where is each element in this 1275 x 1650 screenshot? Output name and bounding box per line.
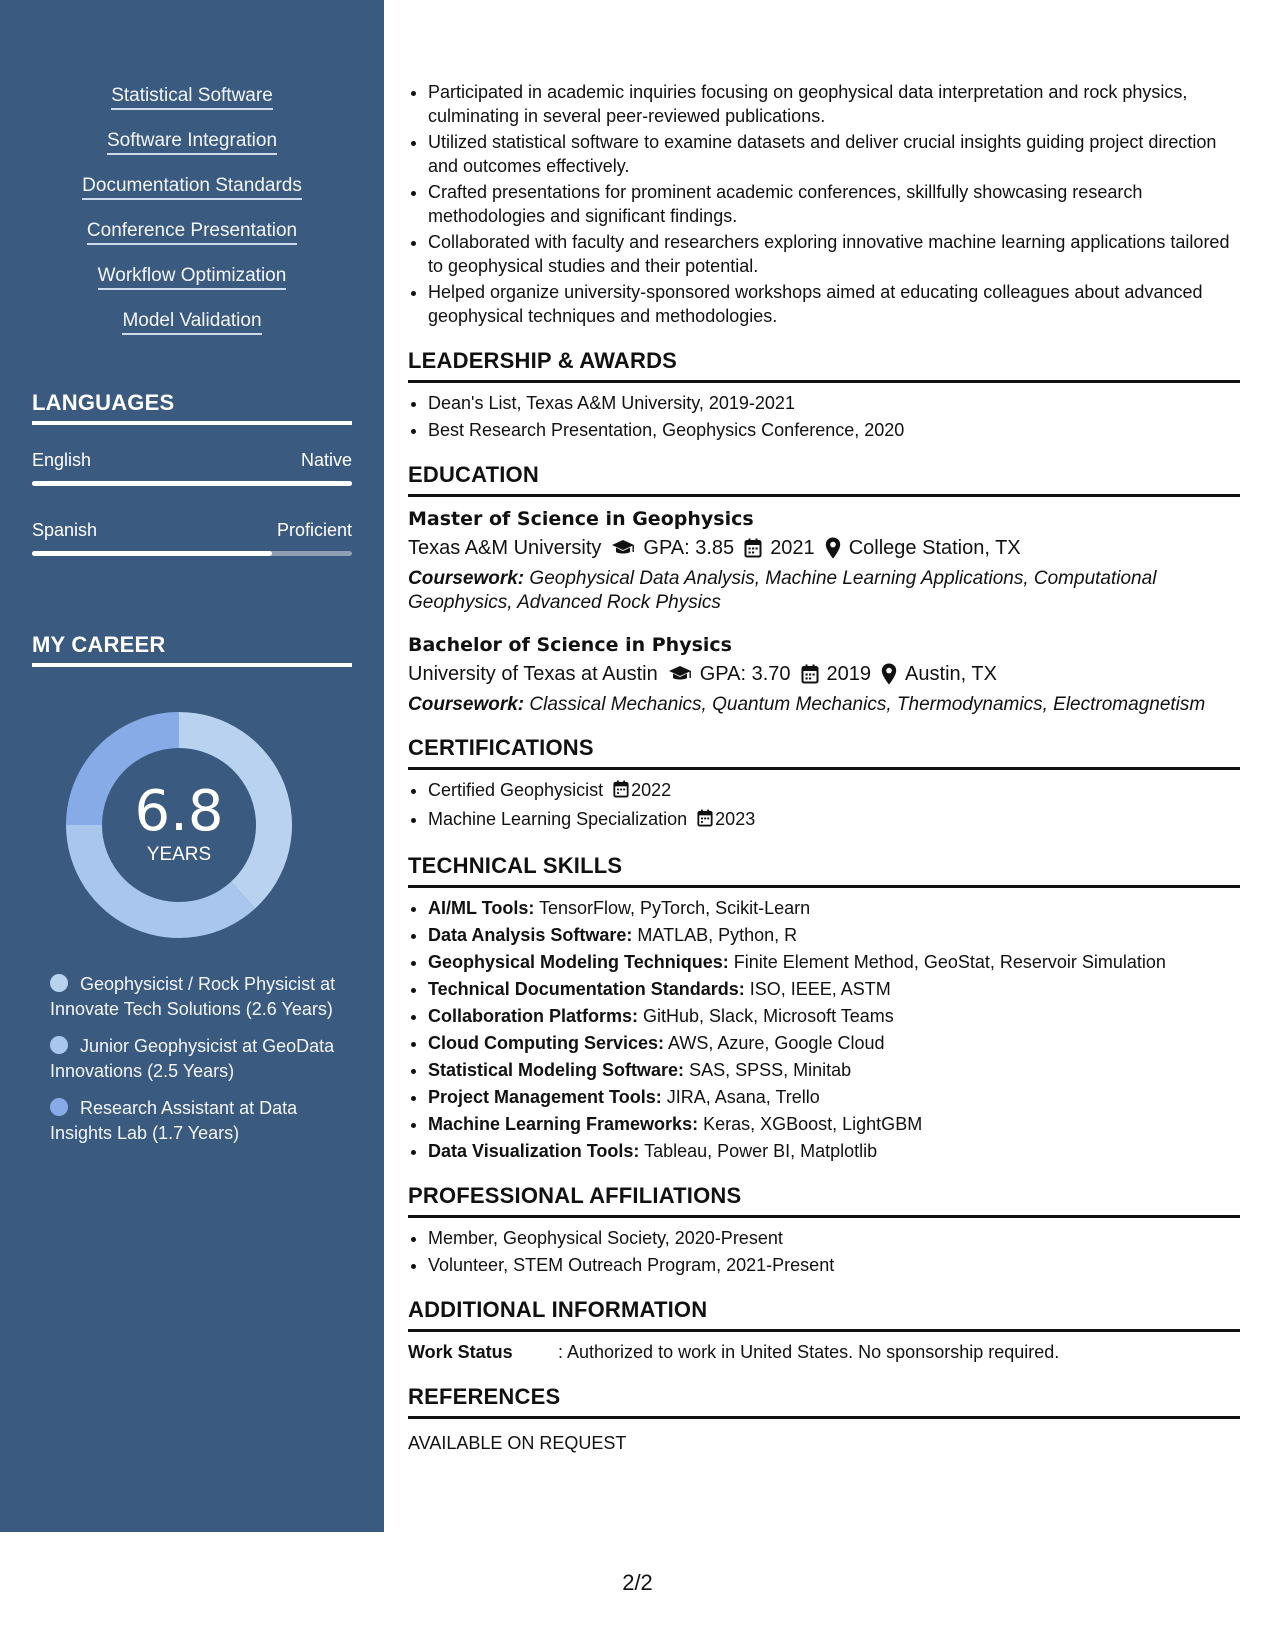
- graduation-year: 2019: [826, 663, 872, 685]
- list-item: [428, 1058, 1240, 1082]
- page-number: 2/2: [622, 1570, 653, 1595]
- gpa: GPA: 3.85: [643, 537, 735, 559]
- school-line: [408, 659, 1240, 689]
- list-item: [428, 778, 1240, 804]
- gpa: GPA: 3.70: [699, 663, 791, 685]
- coursework: [408, 567, 1240, 615]
- map-marker-icon: [825, 537, 841, 559]
- skill-label: Data Analysis Software:: [428, 925, 633, 945]
- language-bar-fill: [32, 481, 352, 486]
- skill-value: GitHub, Slack, Microsoft Teams: [643, 1006, 894, 1026]
- school-name: Texas A&M University: [408, 537, 602, 559]
- list-item: • Helped organize university-sponsored workshops aimed at educating colleagues about advanced geophysical techniques and methodologies.: [428, 280, 1240, 328]
- coursework: [408, 693, 1240, 717]
- list-item: [428, 977, 1240, 1001]
- career-item-text: Geophysicist / Rock Physicist at Innovate Tech Solutions (2.6 Years): [50, 974, 336, 1019]
- language-bar-english: [32, 481, 352, 486]
- coursework-text: Classical Mechanics, Quantum Mechanics, Thermodynamics, Electromagnetism: [529, 694, 1206, 715]
- list-item: • Utilized statistical software to examine datasets and deliver crucial insights guiding project direction and outcomes effectively.: [428, 130, 1240, 178]
- language-row-english: [32, 450, 352, 471]
- list-item: • Member, Geophysical Society, 2020-Present: [428, 1226, 1240, 1250]
- experience-bullets: [408, 80, 1240, 328]
- graduation-cap-icon: [668, 665, 692, 683]
- school-location: Austin, TX: [905, 663, 997, 685]
- degree-title: Bachelor of Science in Physics: [408, 634, 732, 656]
- calendar-icon: [613, 780, 629, 804]
- list-item: [428, 807, 1240, 833]
- leadership-section: [408, 346, 1240, 442]
- affiliations-section: [408, 1181, 1240, 1277]
- school-line: [408, 533, 1240, 563]
- calendar-icon: [744, 538, 762, 558]
- references-section: [408, 1382, 1240, 1455]
- skill-label: Technical Documentation Standards:: [428, 979, 745, 999]
- skill-tag: Conference Presentation: [87, 219, 297, 245]
- certification-name: Machine Learning Specialization: [428, 809, 688, 829]
- list-item: • Dean's List, Texas A&M University, 2019-2021: [428, 391, 1240, 415]
- section-title: ADDITIONAL INFORMATION: [408, 1295, 1240, 1332]
- list-item: • Collaborated with faculty and researchers exploring innovative machine learning applications tailored to geophysical studies and their potential.: [428, 230, 1240, 278]
- section-title: TECHNICAL SKILLS: [408, 851, 1240, 888]
- donut-center: [66, 712, 292, 938]
- school-name: University of Texas at Austin: [408, 663, 658, 685]
- list-item: [428, 950, 1240, 974]
- career-item-text: Research Assistant at Data Insights Lab (1.7 Years): [50, 1098, 298, 1143]
- language-bar-spanish: [32, 551, 352, 556]
- coursework-label: Coursework:: [408, 568, 525, 589]
- language-row-spanish: [32, 520, 352, 541]
- work-status-value: : Authorized to work in United States. No sponsorship required.: [558, 1342, 1060, 1362]
- language-level: Proficient: [276, 520, 352, 540]
- list-item: • Participated in academic inquiries focusing on geophysical data interpretation and rock physics, culminating in several peer-reviewed publications.: [428, 80, 1240, 128]
- skill-tag: Software Integration: [107, 129, 277, 155]
- legend-dot-icon: [50, 974, 68, 992]
- certification-name: Certified Geophysicist: [428, 780, 604, 800]
- career-legend-item: [50, 972, 340, 1022]
- skill-value: Finite Element Method, GeoStat, Reservoir Simulation: [733, 952, 1166, 972]
- list-item: [428, 1085, 1240, 1109]
- coursework-text: Geophysical Data Analysis, Machine Learning Applications, Computational Geophysics, Advanced Rock Physics: [408, 568, 1157, 613]
- career-item-text: Junior Geophysicist at GeoData Innovations (2.5 Years): [50, 1036, 335, 1081]
- language-bar-fill: [32, 551, 272, 556]
- legend-dot-icon: [50, 1036, 68, 1054]
- skill-label: Project Management Tools:: [428, 1087, 662, 1107]
- school-location: College Station, TX: [848, 537, 1021, 559]
- list-item: [428, 1112, 1240, 1136]
- degree-title: Master of Science in Geophysics: [408, 508, 754, 530]
- section-title: PROFESSIONAL AFFILIATIONS: [408, 1181, 1240, 1218]
- additional-info-section: [408, 1295, 1240, 1364]
- list-item: [428, 1139, 1240, 1163]
- coursework-label: Coursework:: [408, 694, 525, 715]
- career-total-unit: YEARS: [146, 844, 212, 865]
- list-item: [428, 1031, 1240, 1055]
- skill-label: AI/ML Tools:: [428, 898, 535, 918]
- skill-tag: Documentation Standards: [82, 174, 302, 200]
- section-title: LEADERSHIP & AWARDS: [408, 346, 1240, 383]
- work-status-label: Work Status: [408, 1342, 513, 1362]
- skill-label: Machine Learning Frameworks:: [428, 1114, 699, 1134]
- skill-tag: Model Validation: [122, 309, 261, 335]
- career-legend-item: [50, 1096, 340, 1146]
- skill-label: Collaboration Platforms:: [428, 1006, 639, 1026]
- certifications-section: [408, 733, 1240, 833]
- language-name: English: [32, 450, 92, 470]
- calendar-icon: [697, 809, 713, 833]
- skill-label: Statistical Modeling Software:: [428, 1060, 685, 1080]
- calendar-icon: [801, 664, 819, 684]
- list-item: [428, 1004, 1240, 1028]
- list-item: • Crafted presentations for prominent academic conferences, skillfully showcasing research methodologies and significant findings.: [428, 180, 1240, 228]
- section-title: EDUCATION: [408, 460, 1240, 497]
- section-title: REFERENCES: [408, 1382, 1240, 1419]
- graduation-cap-icon: [611, 539, 635, 557]
- skill-tag: Statistical Software: [111, 84, 273, 110]
- language-name: Spanish: [32, 520, 98, 540]
- education-entry: [408, 631, 1240, 717]
- graduation-year: 2021: [770, 537, 815, 559]
- skill-value: AWS, Azure, Google Cloud: [668, 1033, 885, 1053]
- references-text: AVAILABLE ON REQUEST: [408, 1433, 627, 1453]
- skill-value: JIRA, Asana, Trello: [666, 1087, 820, 1107]
- skill-value: ISO, IEEE, ASTM: [749, 979, 891, 999]
- map-marker-icon: [881, 663, 897, 685]
- career-legend-item: [50, 1034, 340, 1084]
- education-section: [408, 460, 1240, 717]
- skill-value: SAS, SPSS, Minitab: [689, 1060, 852, 1080]
- career-donut-chart: [66, 712, 292, 938]
- legend-dot-icon: [50, 1098, 68, 1116]
- list-item: • Best Research Presentation, Geophysics Conference, 2020: [428, 418, 1240, 442]
- languages-heading: LANGUAGES: [32, 390, 352, 425]
- list-item: • Volunteer, STEM Outreach Program, 2021-Present: [428, 1253, 1240, 1277]
- list-item: [428, 896, 1240, 920]
- main-content: [408, 80, 1240, 1455]
- skill-label: Geophysical Modeling Techniques:: [428, 952, 729, 972]
- skill-value: TensorFlow, PyTorch, Scikit-Learn: [539, 898, 811, 918]
- work-status-row: [408, 1340, 1240, 1364]
- skill-tag: Workflow Optimization: [98, 264, 287, 290]
- sidebar: [0, 0, 384, 1532]
- skill-value: MATLAB, Python, R: [637, 925, 798, 945]
- skill-label: Cloud Computing Services:: [428, 1033, 665, 1053]
- skill-value: Tableau, Power BI, Matplotlib: [644, 1141, 878, 1161]
- certification-year: 2022: [631, 780, 672, 800]
- career-heading: MY CAREER: [32, 632, 352, 667]
- language-level: Native: [300, 450, 352, 470]
- skill-value: Keras, XGBoost, LightGBM: [703, 1114, 923, 1134]
- career-legend: [50, 972, 340, 1158]
- skill-label: Data Visualization Tools:: [428, 1141, 640, 1161]
- list-item: [428, 923, 1240, 947]
- career-total-years: 6.8: [134, 779, 224, 844]
- section-title: CERTIFICATIONS: [408, 733, 1240, 770]
- technical-skills-section: [408, 851, 1240, 1163]
- certification-year: 2023: [715, 809, 756, 829]
- skills-tag-list: [0, 84, 384, 354]
- education-entry: [408, 505, 1240, 615]
